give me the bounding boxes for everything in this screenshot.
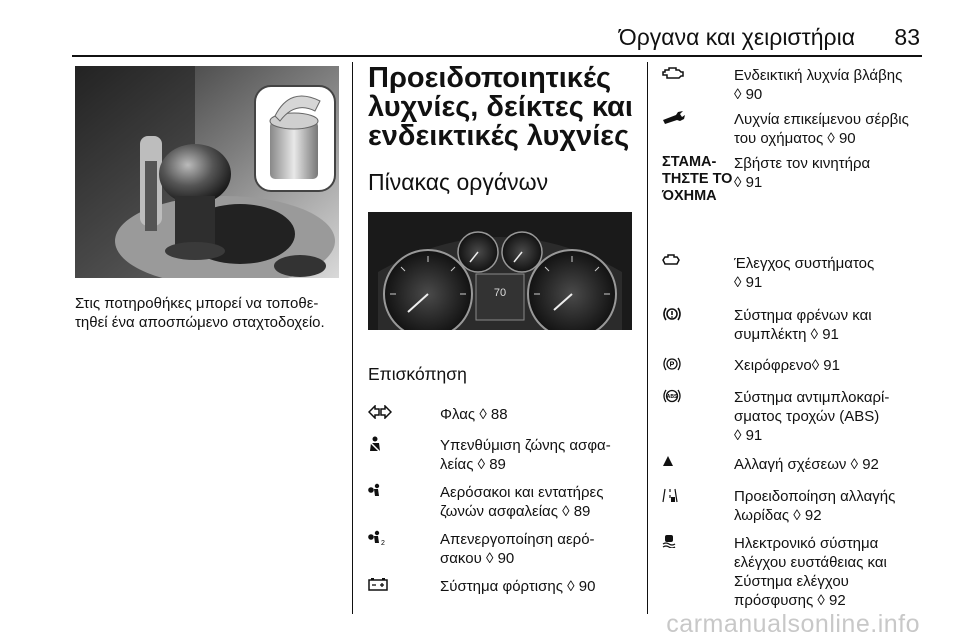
svg-text:P: P	[669, 361, 675, 369]
ref-glyph: ◊	[734, 427, 742, 444]
seatbelt-reminder-icon	[368, 436, 440, 454]
indicator-item-lane-departure	[662, 487, 924, 534]
page-number: 83	[894, 24, 920, 50]
ref-glyph: ◊	[734, 174, 742, 191]
esc-icon	[662, 534, 734, 548]
overview-item-text: Φλας	[440, 406, 476, 423]
indicator-item-esc	[662, 534, 924, 614]
overview-item-battery	[368, 577, 636, 607]
brake-system-icon	[662, 306, 734, 322]
indicator-text: Αλλαγή σχέσεων	[734, 456, 847, 473]
ref-glyph: ◊	[567, 578, 575, 595]
overview-item-airbag	[368, 483, 636, 530]
page-header	[0, 0, 960, 60]
indicator-text: Σβήστε τον κινητήρα	[734, 155, 871, 172]
indicator-text: Λυχνία επικείμενου σέρβις του οχήματος	[734, 111, 909, 147]
stop-engine-text: ΣΤΑΜΑ-ΤΗΣΤΕ ΤΟ ΌΧΗΜΑ	[662, 154, 733, 204]
ref-glyph: ◊	[734, 274, 742, 291]
indicator-text: Έλεγχος συστήματος	[734, 255, 875, 272]
battery-icon	[368, 577, 440, 591]
ref-glyph: ◊	[734, 86, 742, 103]
ref-glyph: ◊	[479, 406, 487, 423]
ref-glyph: ◊	[827, 130, 835, 147]
page-ref: 91	[745, 174, 763, 191]
overview-item-text: Απενεργοποίηση αερό-σακου	[440, 531, 595, 567]
indicator-item-parking-brake	[662, 356, 924, 388]
overview-item-airbag-off	[368, 530, 636, 577]
watermark: carmanualsonline.info	[666, 610, 920, 638]
ref-glyph: ◊	[793, 507, 801, 524]
overview-item-turn-signal	[368, 405, 636, 436]
page-ref: 89	[573, 503, 591, 520]
abs-icon	[662, 388, 734, 404]
page-ref: 90	[497, 550, 515, 567]
middle-column	[368, 64, 636, 607]
instrument-cluster-image	[368, 212, 632, 340]
cluster-display-value: 70	[493, 287, 507, 299]
indicator-item-stop-engine	[662, 154, 924, 254]
ref-glyph: ◊	[817, 592, 825, 609]
gear-shift-icon	[662, 455, 734, 467]
page-ref: 91	[745, 427, 763, 444]
svg-text:ABS: ABS	[666, 394, 678, 400]
malfunction-lamp-icon	[662, 66, 734, 80]
turn-signal-icon	[368, 405, 440, 419]
indicator-text: Ενδεικτική λυχνία βλάβης	[734, 67, 903, 84]
indicator-text: Ηλεκτρονικό σύστημα ελέγχου ευστάθειας και Σύστημα ελέγχου πρόσφυσης	[734, 535, 887, 609]
ref-glyph: ◊	[850, 456, 859, 473]
wrench-icon	[662, 110, 734, 124]
overview-item-text: Σύστημα φόρτισης	[440, 578, 563, 595]
lane-departure-icon	[662, 487, 734, 503]
page-ref: 91	[823, 357, 840, 374]
page-ref: 92	[829, 592, 846, 609]
indicator-item-brake	[662, 306, 924, 356]
page-ref: 88	[490, 406, 508, 423]
system-check-icon	[662, 254, 734, 266]
indicator-item-abs	[662, 388, 924, 455]
indicator-text: Χειρόφρενο	[734, 357, 812, 374]
ref-glyph: ◊	[477, 456, 486, 473]
overview-heading: Επισκόπηση	[368, 364, 467, 384]
right-column	[662, 66, 924, 614]
column-divider-left	[352, 62, 353, 614]
ref-glyph: ◊	[485, 550, 494, 567]
indicator-item-malfunction	[662, 66, 924, 110]
header-rule	[72, 55, 922, 57]
parking-brake-icon	[662, 356, 734, 372]
indicator-item-service	[662, 110, 924, 154]
page-ref: 91	[822, 326, 839, 343]
svg-text:2: 2	[381, 540, 385, 546]
page-ref: 90	[745, 86, 763, 103]
page-ref: 90	[838, 130, 856, 147]
airbag-icon	[368, 483, 440, 499]
page-ref: 92	[804, 507, 822, 524]
header-title: Όργανα και χειριστήρια	[618, 24, 855, 50]
ref-glyph: ◊	[811, 357, 820, 374]
indicator-text: Σύστημα φρένων και συμπλέκτη	[734, 307, 872, 343]
column-divider-right	[647, 62, 648, 614]
ref-glyph: ◊	[562, 503, 570, 520]
page-ref: 92	[862, 456, 879, 473]
left-column	[75, 66, 340, 332]
subsection-heading: Πίνακας οργάνων	[368, 169, 549, 195]
indicator-item-system-check	[662, 254, 924, 306]
indicator-text: Προειδοποίηση αλλαγής λωρίδας	[734, 488, 896, 524]
overview-item-text: Υπενθύμιση ζώνης ασφα-λείας	[440, 437, 611, 473]
indicator-item-gear-shift	[662, 455, 924, 487]
ashtray-in-cupholder-photo	[75, 66, 339, 278]
photo-caption: Στις ποτηροθήκες μπορεί να τοποθε-τηθεί ένα αποσπώμενο σταχτοδοχείο.	[75, 295, 325, 331]
page-ref: 89	[489, 456, 506, 473]
overview-item-text: Αερόσακοι και εντατήρες ζωνών ασφαλείας	[440, 484, 604, 520]
indicator-text: Σύστημα αντιμπλοκαρί-σματος τροχών (ABS)	[734, 389, 890, 425]
airbag-off-icon	[368, 530, 440, 546]
page-ref: 91	[745, 274, 763, 291]
ref-glyph: ◊	[810, 326, 819, 343]
section-heading: Προειδοποιητικές λυχνίες, δείκτες και ενδεικτικές λυχνίες	[368, 62, 633, 152]
page-ref: 90	[578, 578, 596, 595]
overview-item-seatbelt	[368, 436, 636, 483]
